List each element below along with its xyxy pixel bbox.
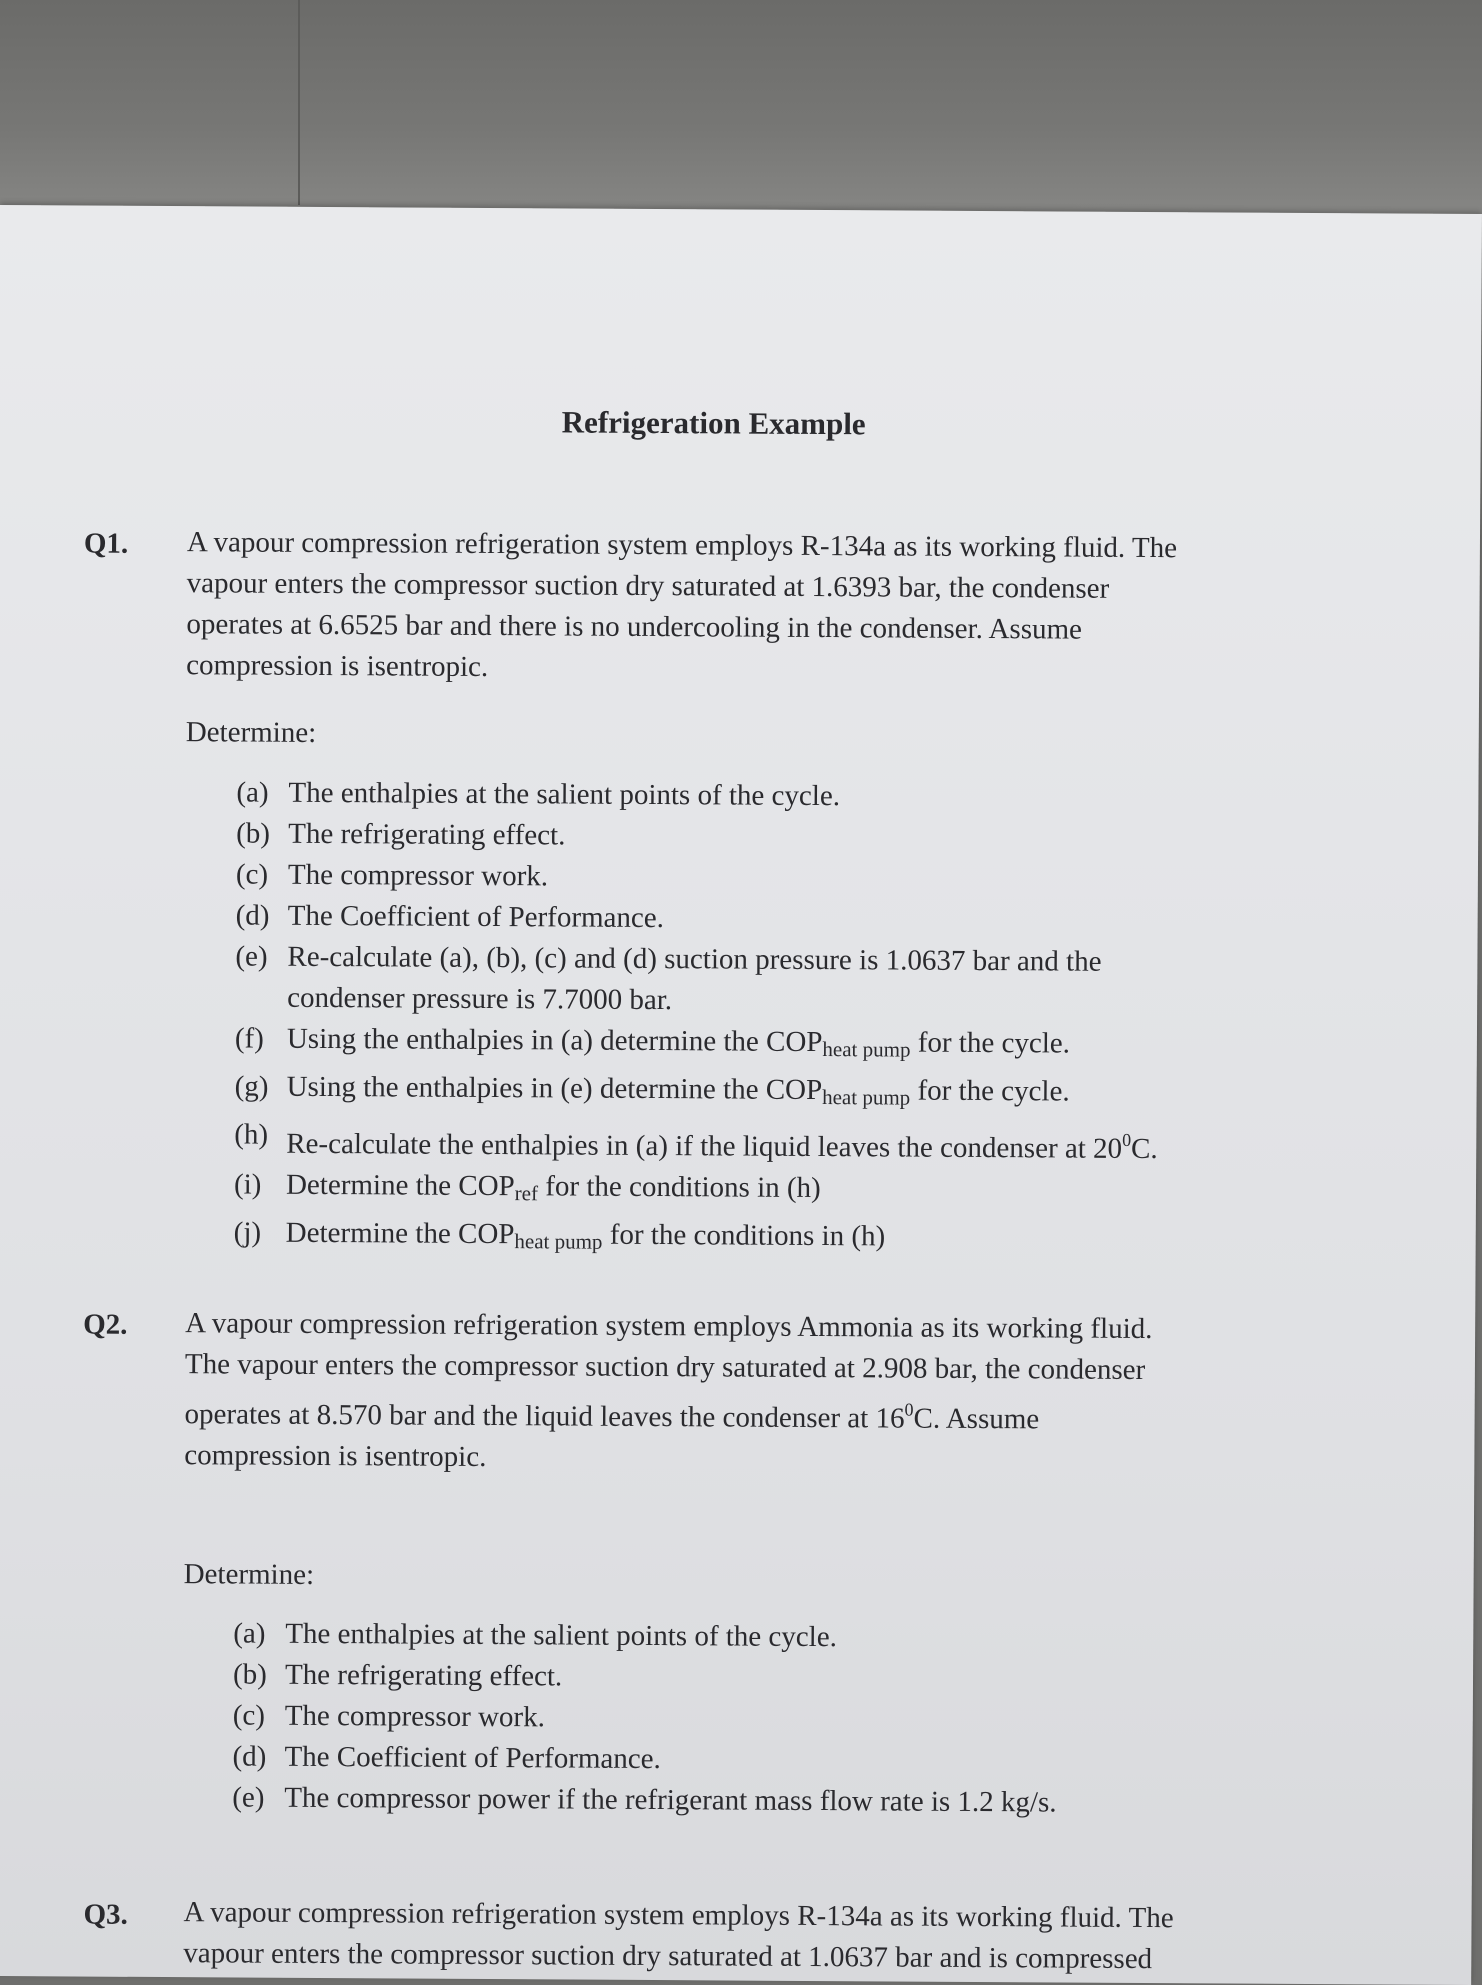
q1-text-line: compression is isentropic. (186, 649, 489, 683)
item-text: for the conditions in (h) (602, 1218, 886, 1253)
item-text: for the cycle. (910, 1026, 1071, 1060)
item-text: The enthalpies at the salient points of the cycle. (288, 776, 841, 813)
q3-text-line: vapour enters the compressor suction dry saturated at 1.0637 bar and is compressed (183, 1937, 1153, 1976)
item-text: The Coefficient of Performance. (287, 899, 665, 935)
q1-item-g (234, 1066, 1158, 1120)
background-surface (0, 0, 1482, 215)
item-letter: (i) (233, 1168, 262, 1201)
item-text: The compressor power if the refrigerant mass flow rate is 1.2 kg/s. (284, 1781, 1057, 1819)
q3-label: Q3. (83, 1898, 128, 1931)
q1-item-f (235, 1018, 1159, 1072)
q1-item-i (234, 1164, 1158, 1218)
item-letter: (h) (234, 1118, 269, 1151)
item-letter: (b) (232, 1658, 267, 1691)
item-text: The compressor work. (287, 858, 549, 893)
item-letter: (f) (234, 1022, 264, 1055)
q2-item-d (232, 1736, 1057, 1782)
q2-label: Q2. (83, 1308, 128, 1341)
item-letter: (c) (235, 858, 269, 891)
item-letter: (d) (232, 1740, 267, 1773)
q3-text (183, 1892, 1174, 1980)
q1-text (186, 522, 1177, 692)
item-letter: (e) (232, 1781, 265, 1814)
item-letter: (a) (233, 1617, 266, 1650)
q2-item-a (233, 1613, 1058, 1659)
superscript: 0 (904, 1399, 914, 1420)
q2-text-fragment: C. Assume (913, 1402, 1040, 1436)
page-title: Refrigeration Example (561, 404, 866, 442)
q1-item-c (236, 854, 1160, 901)
item-letter: (g) (234, 1070, 269, 1103)
item-text: Determine the COP (285, 1168, 515, 1203)
q2-determine: Determine: (183, 1558, 315, 1591)
item-letter: (j) (233, 1216, 262, 1249)
q3-text-line: A vapour compression refrigeration system employs R-134a as its working fluid. The (183, 1896, 1174, 1935)
q1-determine: Determine: (185, 716, 317, 749)
q2-text-line: A vapour compression refrigeration system employs Ammonia as its working fluid. (185, 1307, 1153, 1346)
q1-label: Q1. (83, 527, 129, 560)
item-text: The refrigerating effect. (288, 817, 566, 852)
item-text: condenser pressure is 7.7000 bar. (287, 981, 673, 1017)
q1-item-list (234, 772, 1160, 1266)
item-text: Re-calculate (a), (b), (c) and (d) suction pressure is 1.0637 bar and the (287, 940, 1102, 978)
q2-text-line: compression is isentropic. (184, 1439, 487, 1473)
item-letter: (c) (232, 1699, 266, 1732)
item-text: Using the enthalpies in (a) determine the COP (286, 1022, 823, 1059)
item-text: The refrigerating effect. (284, 1658, 563, 1693)
item-letter: (d) (235, 899, 270, 932)
item-letter: (a) (236, 776, 269, 809)
q1-item-h (234, 1114, 1158, 1170)
q1-text-line: vapour enters the compressor suction dry saturated at 1.6393 bar, the condenser (186, 567, 1110, 605)
q2-text (184, 1303, 1152, 1482)
q2-text-line: The vapour enters the compressor suction dry saturated at 2.908 bar, the condenser (184, 1348, 1146, 1387)
superscript: 0 (1122, 1129, 1132, 1150)
subscript: ref (514, 1181, 539, 1206)
item-text: The compressor work. (284, 1699, 545, 1734)
q1-item-b (236, 813, 1160, 860)
item-text: Using the enthalpies in (e) determine the COP (286, 1070, 823, 1107)
q2-text-line (184, 1385, 1152, 1441)
item-text: Determine the COP (285, 1216, 515, 1251)
item-text: for the cycle. (910, 1074, 1070, 1108)
item-letter: (e) (235, 940, 268, 973)
item-text: C. (1131, 1132, 1158, 1166)
q1-text-line: operates at 6.6525 bar and there is no undercooling in the condenser. Assume (186, 608, 1083, 646)
q1-text-line: A vapour compression refrigeration system employs R-134a as its working fluid. The (186, 526, 1178, 565)
item-letter: (b) (236, 817, 271, 850)
q2-text-fragment: operates at 8.570 bar and the liquid leaves the condenser at 16 (184, 1398, 905, 1435)
q1-item-a (236, 772, 1160, 819)
item-text: for the conditions in (h) (537, 1170, 821, 1205)
item-text: Re-calculate the enthalpies in (a) if the liquid leaves the condenser at 20 (286, 1127, 1123, 1165)
item-text: The enthalpies at the salient points of the cycle. (285, 1617, 837, 1654)
subscript: heat pump (514, 1229, 603, 1254)
item-text: The Coefficient of Performance. (284, 1740, 661, 1776)
q2-item-c (233, 1695, 1058, 1741)
q1-item-e (235, 936, 1159, 1024)
subscript: heat pump (822, 1085, 911, 1110)
paper-sheet (0, 205, 1482, 1985)
subscript: heat pump (822, 1037, 911, 1062)
q2-item-e (232, 1777, 1057, 1823)
q1-item-d (236, 895, 1160, 942)
background-edge (298, 0, 300, 205)
q1-item-j (234, 1212, 1158, 1266)
q2-item-b (233, 1654, 1058, 1700)
q2-item-list (232, 1613, 1058, 1823)
